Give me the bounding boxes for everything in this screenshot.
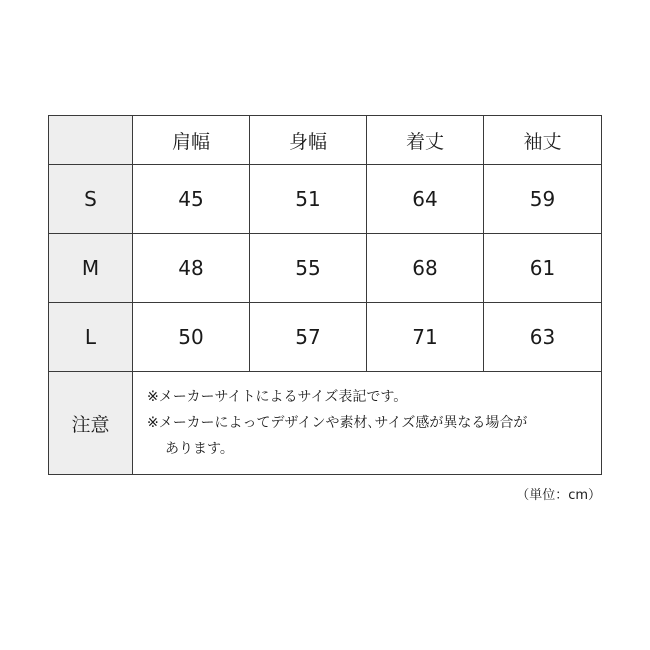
notes-label: 注意 <box>49 372 133 475</box>
cell-m-length: 68 <box>367 234 484 303</box>
cell-l-shoulder: 50 <box>133 303 250 372</box>
note-line-3: あります。 <box>165 441 234 457</box>
header-body-width: 身幅 <box>250 116 367 165</box>
cell-s-length: 64 <box>367 165 484 234</box>
note-line-1: ※メーカーサイトによるサイズ表記です。 <box>147 389 408 405</box>
unit-label: （単位：cm） <box>516 488 601 503</box>
notes-cell <box>133 372 602 475</box>
header-sleeve-length: 袖丈 <box>484 116 602 165</box>
size-label-s: S <box>49 165 133 234</box>
cell-s-shoulder: 45 <box>133 165 250 234</box>
table-row-notes <box>49 372 602 475</box>
table-row-m <box>49 234 602 303</box>
size-label-m: M <box>49 234 133 303</box>
cell-m-shoulder: 48 <box>133 234 250 303</box>
cell-s-sleeve: 59 <box>484 165 602 234</box>
table-header-row <box>49 116 602 165</box>
note-line-2: ※メーカーによってデザインや素材､サイズ感が異なる場合が <box>147 415 528 431</box>
header-length: 着丈 <box>367 116 484 165</box>
cell-s-body: 51 <box>250 165 367 234</box>
table-row-s <box>49 165 602 234</box>
cell-l-length: 71 <box>367 303 484 372</box>
size-label-l: L <box>49 303 133 372</box>
header-corner-cell <box>49 116 133 165</box>
size-chart-table <box>48 115 602 475</box>
table-row-l <box>49 303 602 372</box>
header-shoulder-width: 肩幅 <box>133 116 250 165</box>
cell-m-body: 55 <box>250 234 367 303</box>
cell-l-body: 57 <box>250 303 367 372</box>
cell-l-sleeve: 63 <box>484 303 602 372</box>
cell-m-sleeve: 61 <box>484 234 602 303</box>
